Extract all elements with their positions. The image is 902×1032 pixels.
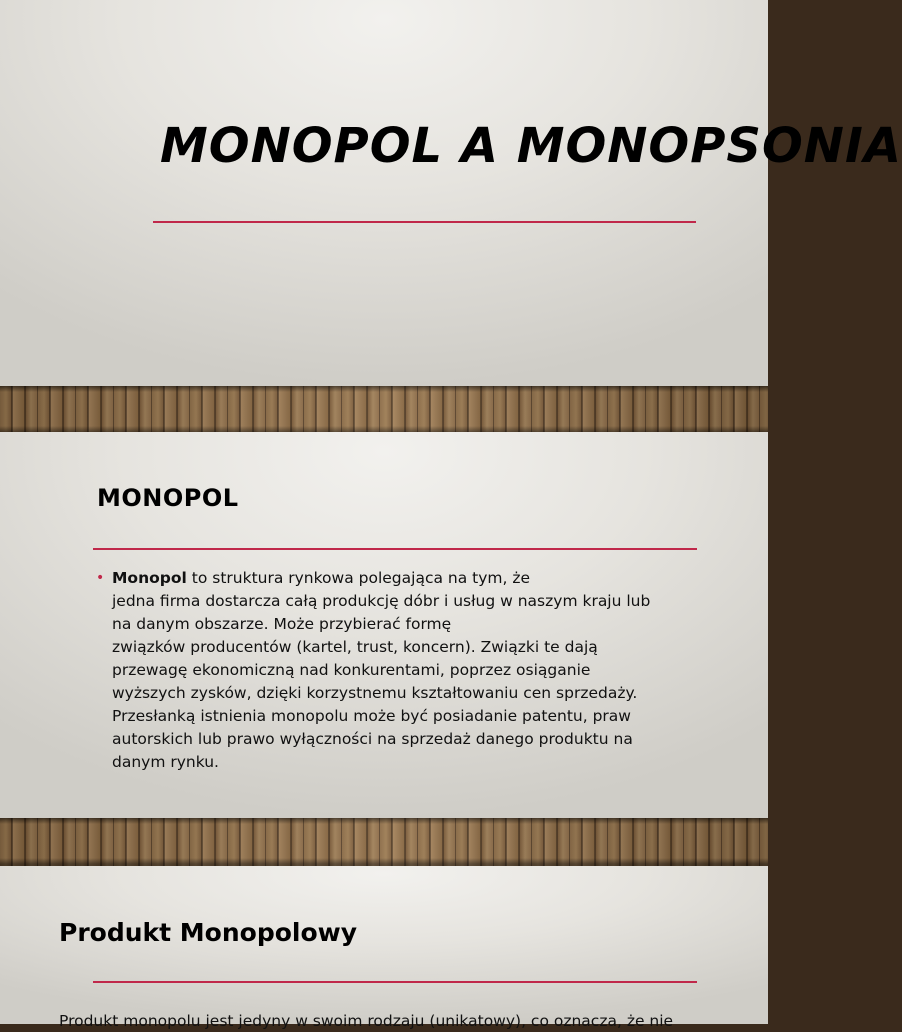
- slide-produkt-monopolowy: [0, 866, 768, 1030]
- presentation-title: MONOPOL A MONOPSONIA: [160, 118, 902, 174]
- body-text: Produkt monopolu jest jedyny w swoim rodzaju (unikatowy), co oznacza, że nie: [59, 1012, 674, 1030]
- slide-heading: MONOPOL: [97, 484, 239, 512]
- bullet-line: Przesłanką istnienia monopolu może być posiadanie patentu, praw: [112, 707, 631, 725]
- heading-divider: [93, 981, 697, 983]
- wood-floor-divider: [0, 818, 768, 866]
- bullet-term: Monopol: [112, 569, 187, 587]
- bullet-list: [96, 567, 676, 774]
- bullet-dot-icon: •: [96, 570, 105, 586]
- bullet-line: związków producentów (kartel, trust, koncern). Związki te dają: [112, 638, 598, 656]
- slide-title: [0, 0, 902, 386]
- title-divider: [153, 221, 696, 223]
- bullet-line: danym rynku.: [112, 753, 219, 771]
- bullet-line: jedna firma dostarcza całą produkcję dóbr i usług w naszym kraju lub: [112, 592, 651, 610]
- bullet-line: przewagę ekonomiczną nad konkurentami, poprzez osiąganie: [112, 661, 591, 679]
- slide-heading: Produkt Monopolowy: [59, 918, 358, 947]
- heading-divider: [93, 548, 697, 550]
- bullet-line: wyższych zysków, dzięki korzystnemu kształtowaniu cen sprzedaży.: [112, 684, 638, 702]
- slide-monopol: [0, 432, 768, 818]
- bullet-line: na danym obszarze. Może przybierać formę: [112, 615, 452, 633]
- wood-floor-divider: [0, 386, 768, 432]
- bullet-line: [112, 567, 676, 590]
- bullet-line: autorskich lub prawo wyłączności na sprzedaż danego produktu na: [112, 730, 633, 748]
- bullet-line-text: to struktura rynkowa polegająca na tym, że: [186, 569, 531, 587]
- bullet-item: [112, 567, 676, 774]
